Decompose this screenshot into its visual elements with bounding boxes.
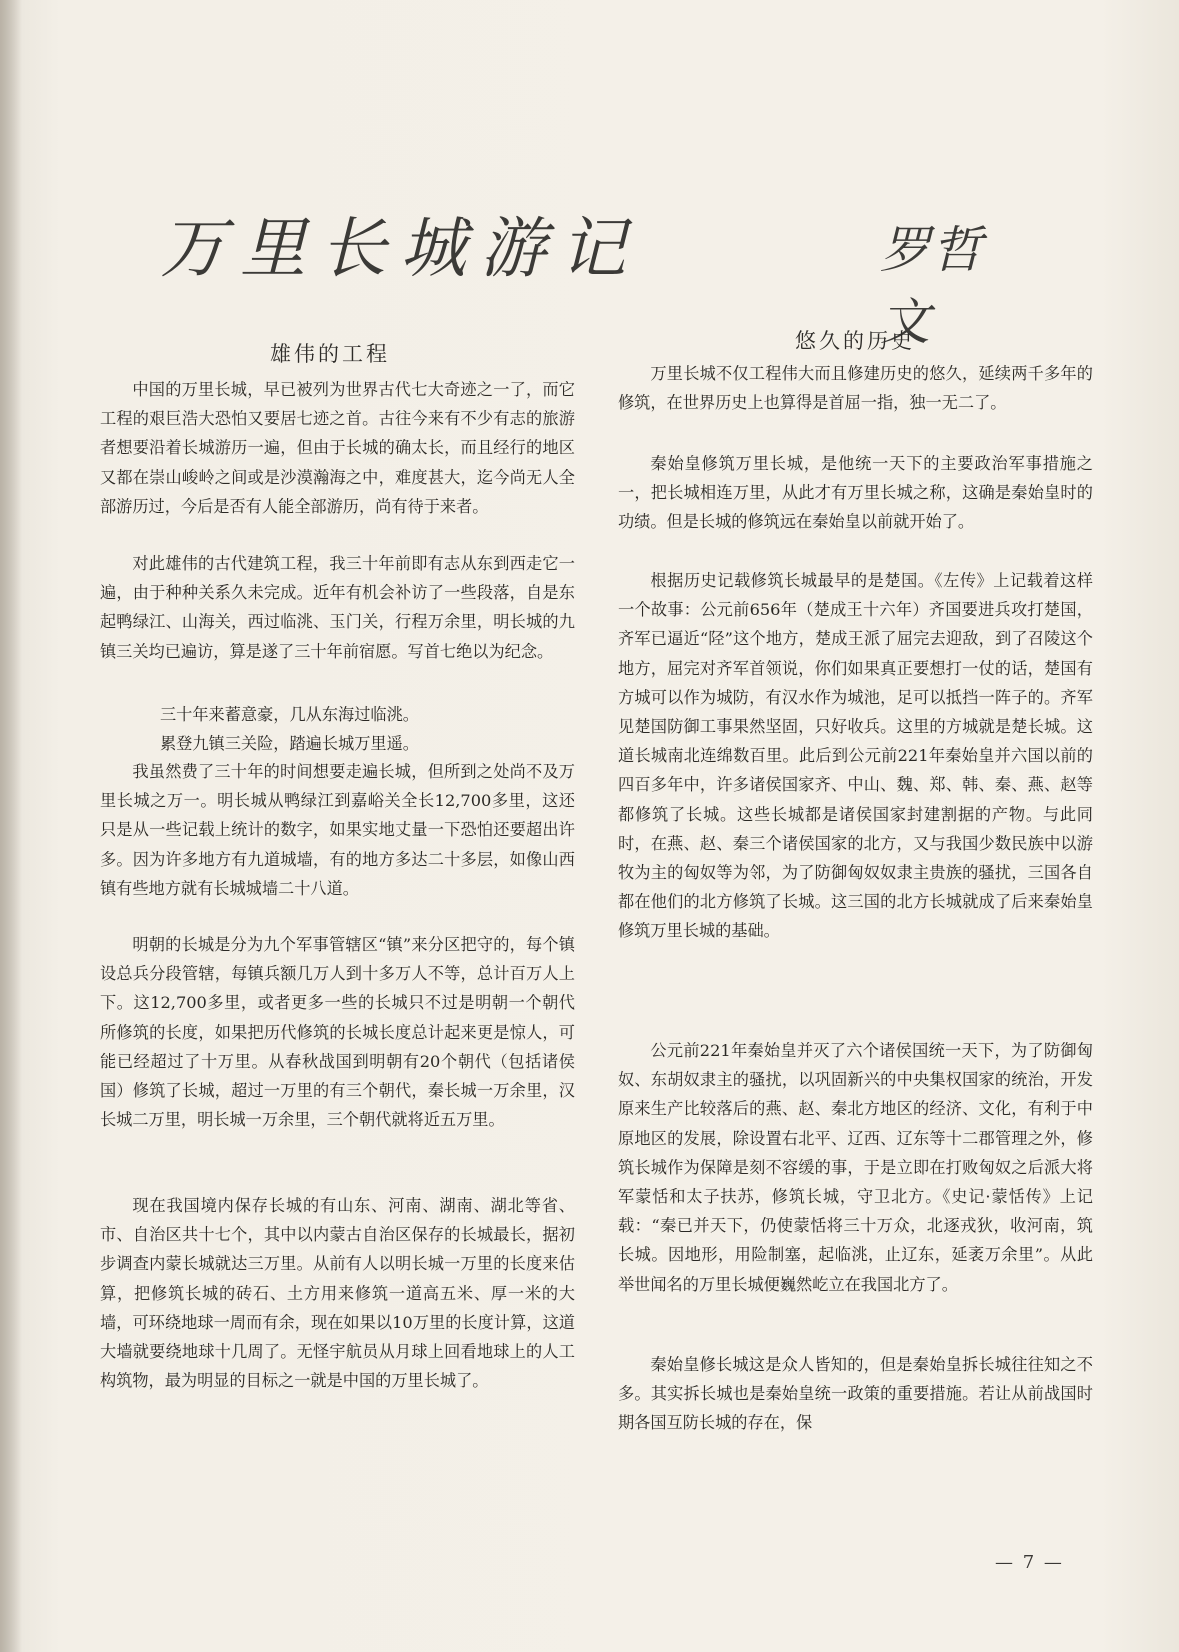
paragraph: 现在我国境内保存长城的有山东、河南、湖南、湖北等省、市、自治区共十七个，其中以内蒙古自治区保存的长城最长，据初步调查内蒙长城就达三万里。从前有人以明长城一万里的长度来估算，把修筑长城的砖石、土方用来修筑一道高五米、厚一米的大墙，可环绕地球一周而有余，现在如果以10万里的长度计算，这道大墙就要绕地球十几周了。无怪宇航员从月球上回看地球上的人工构筑物，最为明显的目标之一就是中国的万里长城了。 xyxy=(100,1196,575,1391)
paragraph: 我虽然费了三十年的时间想要走遍长城，但所到之处尚不及万里长城之万一。明长城从鸭绿江到嘉峪关全长12,700多里，这还只是从一些记载上统计的数字，如果实地丈量一下恐怕还要超出许多。因为许多地方有九道城墙，有的地方多达二十多层，如像山西镇有些地方就有长城城墙二十八道。 xyxy=(100,762,575,898)
paragraph: 中国的万里长城，早已被列为世界古代七大奇迹之一了，而它工程的艰巨浩大恐怕又要居七迹之首。古往今来有不少有志的旅游者想要沿着长城游历一遍，但由于长城的确太长，而且经行的地区又都在崇山峻岭之间或是沙漠瀚海之中，难度甚大，迄今尚无人全部游历过，今后是否有人能全部游历，尚有待于来者。 xyxy=(100,380,575,516)
author-signature: 罗哲文 xyxy=(880,221,984,351)
paragraph: 公元前221年秦始皇并灭了六个诸侯国统一天下，为了防御匈奴、东胡奴隶主的骚扰，以巩固新兴的中央集权国家的统治，开发原来生产比较落后的燕、赵、秦北方地区的经济、文化，有利于中原地区的发展，除设置右北平、辽西、辽东等十二郡管理之外，修筑长城作为保障是刻不容缓的事，于是立即在打败匈奴之后派大将军蒙恬和太子扶苏，修筑长城，守卫北方。《史记·蒙恬传》上记载：“秦已并天下，仍使蒙恬将三十万众，北逐戎狄，收河南，筑长城。因地形，用险制塞，起临洮，止辽东，延袤万余里”。从此举世闻名的万里长城便巍然屹立在我国北方了。 xyxy=(618,1041,1093,1294)
page-number: — 7 — xyxy=(995,1552,1064,1573)
paragraph: 秦始皇修长城这是众人皆知的，但是秦始皇拆长城往往知之不多。其实拆长城也是秦始皇统一政策的重要措施。若让从前战国时期各国互防长城的存在，保 xyxy=(618,1355,1093,1433)
right-column xyxy=(618,0,1093,1652)
article-title: 万里长城游记 xyxy=(160,210,640,287)
binding-shadow xyxy=(0,0,22,1652)
paragraph: 根据历史记载修筑长城最早的是楚国。《左传》上记载着这样一个故事：公元前656年（楚成王十六年）齐国要进兵攻打楚国，齐军已逼近“陉”这个地方，楚成王派了屈完去迎敌，到了召陵这个地方，屈完对齐军首领说，你们如果真正要想打一仗的话，楚国有方城可以作为城防，有汉水作为城池，足可以抵挡一阵子的。齐军见楚国防御工事果然坚固，只好收兵。这里的方城就是楚长城。这道长城南北连绵数百里。此后到公元前221年秦始皇并六国以前的四百多年中，许多诸侯国家齐、中山、魏、郑、韩、秦、燕、赵等都修筑了长城。这些长城都是诸侯国家封建割据的产物。与此同时，在燕、赵、秦三个诸侯国家的北方，又与我国少数民族中以游牧为主的匈奴等为邻，为了防御匈奴奴隶主贵族的骚扰，三国各自都在他们的北方修筑了长城。这三国的北方长城就成了后来秦始皇修筑万里长城的基础。 xyxy=(618,571,1093,941)
poem-line: 三十年来蓄意豪，几从东海过临洮。 xyxy=(160,705,419,724)
section-heading-engineering: 雄伟的工程 xyxy=(270,342,390,366)
paragraph: 万里长城不仅工程伟大而且修建历史的悠久，延续两千多年的修筑，在世界历史上也算得是首屈一指，独一无二了。 xyxy=(618,364,1093,413)
paragraph: 对此雄伟的古代建筑工程，我三十年前即有志从东到西走它一遍，由于种种关系久未完成。近年有机会补访了一些段落，自是东起鸭绿江、山海关，西过临洮、玉门关，行程万余里，明长城的九镇三关均已遍访，算是遂了三十年前宿愿。写首七绝以为纪念。 xyxy=(100,554,575,661)
paragraph: 秦始皇修筑万里长城，是他统一天下的主要政治军事措施之一，把长城相连万里，从此才有万里长城之称，这确是秦始皇时的功绩。但是长城的修筑远在秦始皇以前就开始了。 xyxy=(618,454,1093,532)
section-heading-history: 悠久的历史 xyxy=(795,329,915,353)
paragraph: 明朝的长城是分为九个军事管辖区“镇”来分区把守的，每个镇设总兵分段管辖，每镇兵额几万人到十多万人不等，总计百万人上下。这12,700多里，或者更多一些的长城只不过是明朝一个朝代所修筑的长度，如果把历代修筑的长城长度总计起来更是惊人，可能已经超过了十万里。从春秋战国到明朝有20个朝代（包括诸侯国）修筑了长城，超过一万里的有三个朝代，秦长城一万余里，汉长城二万里，明长城一万余里，三个朝代就将近五万里。 xyxy=(100,935,575,1130)
poem-line: 累登九镇三关险，踏遍长城万里遥。 xyxy=(160,734,419,753)
left-column xyxy=(100,0,575,1652)
